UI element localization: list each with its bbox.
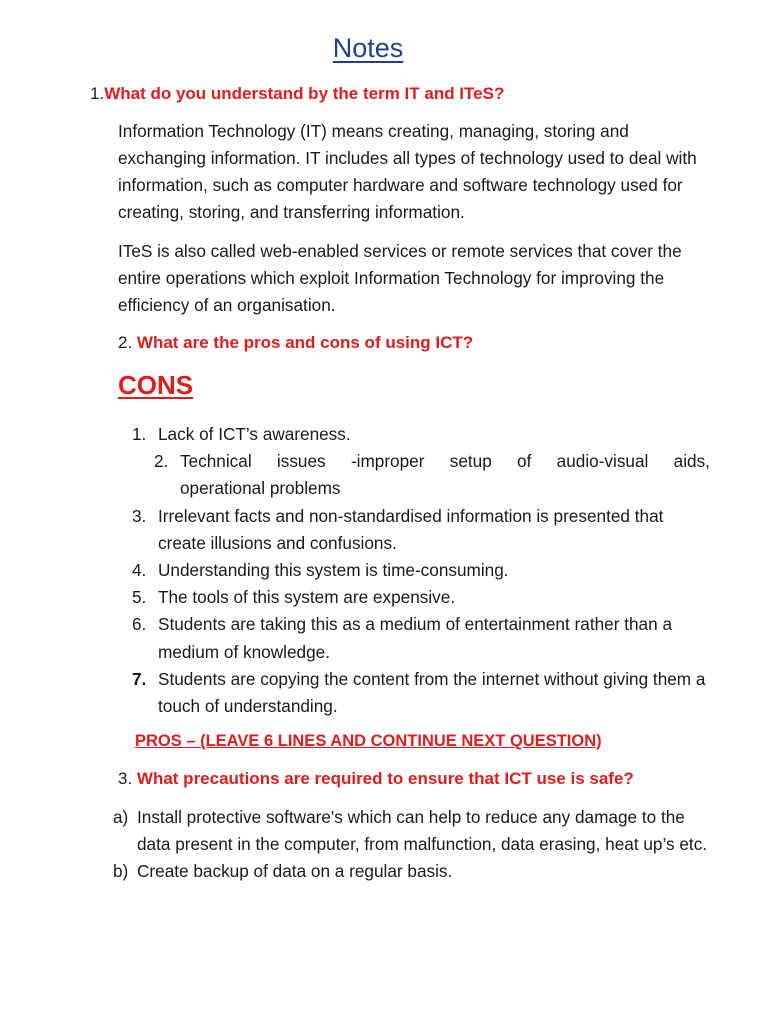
list-item-text: The tools of this system are expensive.	[158, 587, 456, 608]
list-item	[118, 448, 710, 502]
list-item-text: Create backup of data on a regular basis.	[137, 861, 453, 881]
question-1	[90, 84, 504, 104]
list-item-number: 6.	[132, 614, 147, 635]
word: setup	[449, 451, 492, 472]
list-item	[118, 557, 710, 584]
question-2-number: 2.	[118, 333, 133, 352]
question-3-number: 3.	[118, 769, 133, 788]
list-item-text: Lack of ICT’s awareness.	[158, 424, 351, 444]
list-item-line-1	[180, 448, 710, 475]
list-item-number: 7.	[132, 668, 147, 689]
answer-1-paragraph-2: ITeS is also called web-enabled services or remote services that cover the entire operations which exploit Information Technology for improving the efficiency of an organisation.	[118, 241, 682, 315]
list-item	[118, 666, 710, 720]
word: Technical	[180, 451, 252, 472]
question-3	[118, 769, 634, 789]
word: audio-visual	[556, 451, 649, 472]
pros-note: PROS – (LEAVE 6 LINES AND CONTINUE NEXT QUESTION)	[135, 732, 602, 750]
list-item-letter: b)	[113, 861, 129, 881]
question-2	[118, 333, 473, 353]
word: aids,	[673, 451, 710, 472]
list-item-number: 5.	[132, 587, 147, 608]
cons-list	[118, 421, 710, 720]
precautions-list	[113, 804, 711, 885]
question-3-text: What precautions are required to ensure that ICT use is safe?	[132, 769, 634, 788]
list-item-number: 1.	[132, 424, 147, 444]
page-title: Notes	[332, 33, 404, 63]
list-item	[113, 804, 711, 858]
list-item-text: Irrelevant facts and non-standardised information is presented that create illusions and confusions.	[158, 505, 664, 553]
answer-1-paragraph-1: Information Technology (IT) means creating, managing, storing and exchanging information. IT includes all types of technology used to deal with information, such as computer hardware and software technology used for creating, storing, and transferring information.	[118, 121, 697, 222]
list-item	[118, 611, 710, 665]
list-item-text: Students are taking this as a medium of entertainment rather than a medium of knowledge.	[158, 614, 673, 662]
list-item	[118, 503, 710, 557]
question-1-text: What do you understand by the term IT and ITeS?	[104, 84, 505, 103]
list-item-number: 3.	[132, 505, 147, 526]
list-item-text: Understanding this system is time-consuming.	[158, 560, 509, 581]
list-item-number: 2.	[154, 451, 169, 472]
list-item-number: 4.	[132, 560, 147, 581]
question-1-number: 1.	[90, 84, 105, 103]
list-item-text: Install protective software's which can help to reduce any damage to the data present in the computer, from malfunction, data erasing, heat up’s etc.	[137, 807, 708, 854]
list-item	[118, 421, 710, 448]
word: issues	[276, 451, 326, 472]
list-item-line-2: operational problems	[180, 478, 341, 499]
list-item	[118, 584, 710, 611]
list-item-text: Students are copying the content from the internet without giving them a touch of understanding.	[158, 668, 706, 717]
word: -improper	[350, 451, 425, 472]
question-2-text: What are the pros and cons of using ICT?	[132, 333, 474, 352]
cons-heading: CONS	[118, 370, 194, 400]
list-item	[113, 858, 711, 885]
list-item-letter: a)	[113, 807, 129, 827]
word: of	[517, 451, 532, 472]
